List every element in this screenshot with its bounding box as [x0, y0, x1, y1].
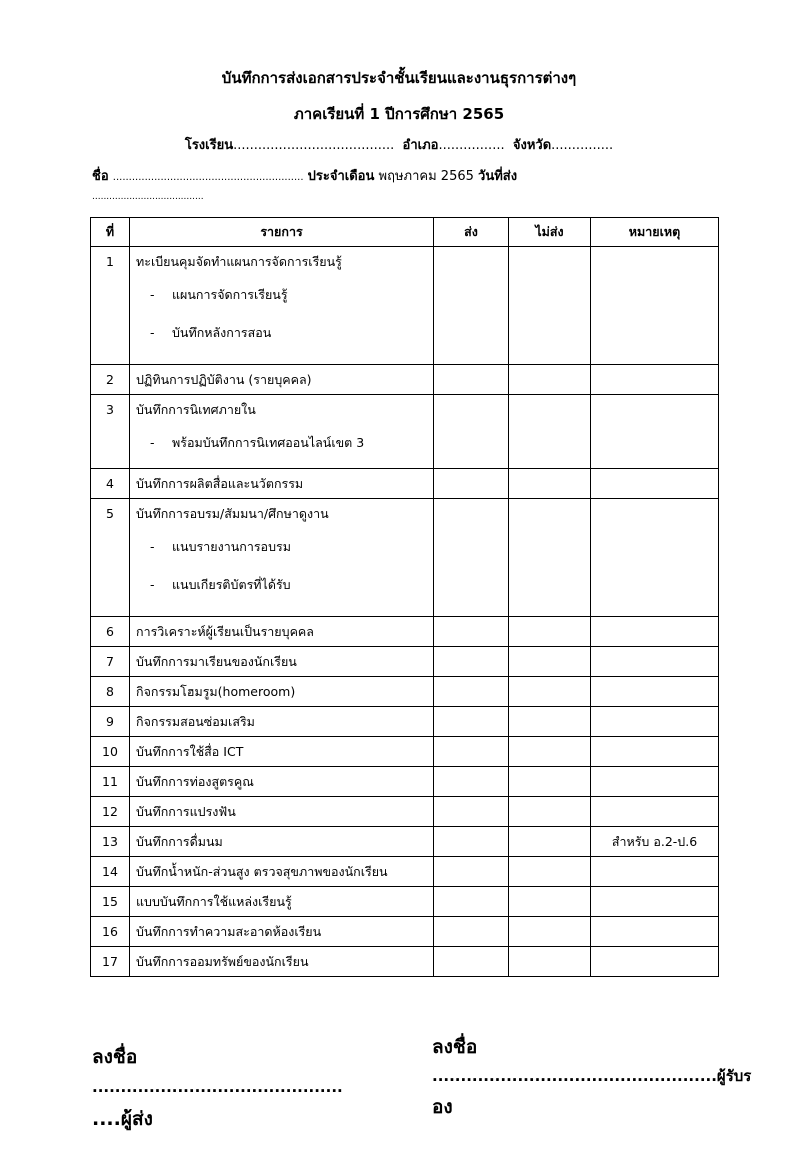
- row-item-text: บันทึกน้ำหนัก-ส่วนสูง ตรวจสุขภาพของนักเรียน: [136, 864, 388, 879]
- row-item: [130, 499, 434, 617]
- row-number: [91, 947, 130, 977]
- header-not-sent: ไม่ส่ง: [509, 218, 591, 247]
- row-not-sent-cell[interactable]: [509, 247, 591, 365]
- row-number: [91, 365, 130, 395]
- row-sent-cell[interactable]: [434, 737, 509, 767]
- row-not-sent-cell[interactable]: [509, 917, 591, 947]
- school-dots: .......................................: [233, 138, 395, 153]
- row-number-text: 12: [102, 804, 118, 819]
- document-title: บันทึกการส่งเอกสารประจำชั้นเรียนและงานธุรการต่างๆ: [221, 69, 577, 87]
- table-row: [91, 767, 719, 797]
- table-row: [91, 677, 719, 707]
- row-number-text: 6: [106, 624, 114, 639]
- row-not-sent-cell[interactable]: [509, 365, 591, 395]
- row-note: [591, 707, 719, 737]
- table-row: [91, 707, 719, 737]
- row-note-text: [597, 247, 712, 276]
- table-row: [91, 499, 719, 617]
- row-number-text: 9: [106, 714, 114, 729]
- row-number-text: 13: [102, 834, 118, 849]
- dash-bullet: -: [150, 435, 155, 450]
- dash-bullet: -: [150, 577, 155, 592]
- dash-bullet: -: [150, 539, 155, 554]
- table-row: [91, 857, 719, 887]
- row-subitem-text: พร้อมบันทึกการนิเทศออนไลน์เขต 3: [172, 435, 365, 450]
- row-item-text: บันทึกการใช้สื่อ ICT: [136, 744, 244, 759]
- signature-left-role: ....ผู้ส่ง: [92, 1108, 153, 1130]
- row-item-text: กิจกรรมสอนซ่อมเสริม: [136, 714, 255, 729]
- table-row: [91, 947, 719, 977]
- date-label: วันที่ส่ง: [478, 169, 518, 184]
- row-number: [91, 395, 130, 469]
- row-subitem-text: แนบรายงานการอบรม: [172, 539, 291, 554]
- row-note: [591, 617, 719, 647]
- row-note-text: [597, 395, 712, 424]
- row-not-sent-cell[interactable]: [509, 499, 591, 617]
- row-number: [91, 647, 130, 677]
- table-row: [91, 737, 719, 767]
- row-note: [591, 395, 719, 469]
- row-number: [91, 917, 130, 947]
- signature-right-role: อง: [432, 1096, 453, 1118]
- name-label: ชื่อ: [92, 169, 109, 184]
- header-no: ที่: [91, 218, 130, 247]
- row-number: [91, 469, 130, 499]
- row-item: [130, 887, 434, 917]
- row-item-text: บันทึกการทำความสะอาดห้องเรียน: [136, 924, 322, 939]
- row-item-text: บันทึกการอบรม/สัมมนา/ศึกษาดูงาน: [136, 506, 329, 521]
- row-number: [91, 247, 130, 365]
- row-sent-cell[interactable]: [434, 707, 509, 737]
- month-value: พฤษภาคม 2565: [378, 169, 474, 184]
- row-number-text: 3: [106, 402, 114, 417]
- row-number-text: 15: [102, 894, 118, 909]
- document-table: [90, 217, 719, 977]
- row-sent-cell[interactable]: [434, 365, 509, 395]
- row-sent-cell[interactable]: [434, 887, 509, 917]
- row-not-sent-cell[interactable]: [509, 469, 591, 499]
- row-note: [591, 677, 719, 707]
- row-item-text: ทะเบียนคุมจัดทำแผนการจัดการเรียนรู้: [136, 254, 342, 269]
- row-sent-cell[interactable]: [434, 677, 509, 707]
- row-not-sent-cell[interactable]: [509, 767, 591, 797]
- row-not-sent-cell[interactable]: [509, 395, 591, 469]
- row-item: [130, 365, 434, 395]
- row-item: [130, 827, 434, 857]
- row-note: [591, 857, 719, 887]
- header-note: หมายเหตุ: [591, 218, 719, 247]
- row-note-text: [597, 947, 712, 976]
- semester-line: ภาคเรียนที่ 1 ปีการศึกษา 2565: [293, 105, 505, 123]
- row-number-text: 2: [106, 372, 114, 387]
- row-note-text: [597, 365, 712, 394]
- row-sent-cell[interactable]: [434, 617, 509, 647]
- row-item: [130, 647, 434, 677]
- row-note-text: [597, 677, 712, 706]
- table-row: [91, 395, 719, 469]
- row-note: [591, 887, 719, 917]
- row-item: [130, 767, 434, 797]
- row-sent-cell[interactable]: [434, 947, 509, 977]
- row-subitem-text: แนบเกียรติบัตรที่ได้รับ: [172, 577, 291, 592]
- row-not-sent-cell[interactable]: [509, 737, 591, 767]
- signature-right-dots: ..................................................ผู้รับร: [432, 1067, 752, 1085]
- row-item-text: บันทึกการแปรงฟัน: [136, 804, 236, 819]
- row-sent-cell[interactable]: [434, 827, 509, 857]
- province-label: จังหวัด: [512, 138, 552, 153]
- row-sent-cell[interactable]: [434, 647, 509, 677]
- row-subitem: [136, 424, 427, 462]
- row-number: [91, 707, 130, 737]
- row-not-sent-cell[interactable]: [509, 827, 591, 857]
- row-item: [130, 797, 434, 827]
- row-item: [130, 737, 434, 767]
- row-number-text: 11: [102, 774, 118, 789]
- row-number-text: 5: [106, 506, 114, 521]
- row-number: [91, 737, 130, 767]
- row-sent-cell[interactable]: [434, 767, 509, 797]
- row-sent-cell[interactable]: [434, 499, 509, 617]
- name-dots: ............................................................: [112, 172, 304, 183]
- row-note: [591, 247, 719, 365]
- row-not-sent-cell[interactable]: [509, 617, 591, 647]
- name-line: [92, 165, 517, 186]
- row-sent-cell[interactable]: [434, 469, 509, 499]
- row-item-text: บันทึกการดื่มนม: [136, 834, 223, 849]
- row-item-text: การวิเคราะห์ผู้เรียนเป็นรายบุคคล: [136, 624, 314, 639]
- row-note-text: [597, 857, 712, 886]
- row-note: [591, 365, 719, 395]
- row-item-text: กิจกรรมโฮมรูม(homeroom): [136, 684, 296, 699]
- row-not-sent-cell[interactable]: [509, 647, 591, 677]
- row-number: [91, 797, 130, 827]
- district-dots: ................: [438, 138, 505, 153]
- table-row: [91, 917, 719, 947]
- row-not-sent-cell[interactable]: [509, 887, 591, 917]
- row-number-text: 14: [102, 864, 118, 879]
- row-number-text: 4: [106, 476, 114, 491]
- row-note-text: สำหรับ อ.2-ป.6: [611, 834, 698, 849]
- row-subitem: [136, 276, 427, 314]
- row-number: [91, 499, 130, 617]
- dash-bullet: -: [150, 287, 155, 302]
- row-number: [91, 857, 130, 887]
- row-item: [130, 617, 434, 647]
- row-item-text: บันทึกการมาเรียนของนักเรียน: [136, 654, 297, 669]
- table-row: [91, 365, 719, 395]
- table-row: [91, 887, 719, 917]
- row-number: [91, 677, 130, 707]
- row-note: [591, 737, 719, 767]
- table-row: [91, 827, 719, 857]
- row-subitem: [136, 528, 427, 566]
- table-row: [91, 617, 719, 647]
- row-number: [91, 767, 130, 797]
- row-subitem-text: แผนการจัดการเรียนรู้: [172, 287, 288, 302]
- province-dots: ...............: [551, 138, 614, 153]
- row-number-text: 17: [102, 954, 118, 969]
- row-subitem: [136, 314, 427, 352]
- row-item: [130, 917, 434, 947]
- row-note-text: [597, 917, 712, 946]
- row-item: [130, 247, 434, 365]
- row-subitem-text: บันทึกหลังการสอน: [172, 325, 272, 340]
- signature-left-dots: ............................................: [92, 1078, 343, 1096]
- row-item-text: บันทึกการออมทรัพย์ของนักเรียน: [136, 954, 309, 969]
- row-not-sent-cell[interactable]: [509, 947, 591, 977]
- row-note-text: [597, 617, 712, 646]
- row-item: [130, 677, 434, 707]
- table-row: [91, 797, 719, 827]
- row-item: [130, 469, 434, 499]
- date-dots-line: .......................................: [92, 192, 204, 202]
- row-not-sent-cell[interactable]: [509, 857, 591, 887]
- row-note: [591, 827, 719, 857]
- row-item: [130, 395, 434, 469]
- row-note-text: [597, 707, 712, 736]
- row-number-text: 8: [106, 684, 114, 699]
- row-number-text: 16: [102, 924, 118, 939]
- row-number-text: 7: [106, 654, 114, 669]
- table-row: [91, 647, 719, 677]
- row-number: [91, 887, 130, 917]
- school-line: [0, 134, 798, 155]
- row-note: [591, 767, 719, 797]
- row-sent-cell[interactable]: [434, 857, 509, 887]
- row-number-text: 1: [106, 254, 114, 269]
- row-note: [591, 797, 719, 827]
- row-number: [91, 617, 130, 647]
- row-sent-cell[interactable]: [434, 395, 509, 469]
- row-number-text: 10: [102, 744, 118, 759]
- header-sent: ส่ง: [434, 218, 509, 247]
- row-not-sent-cell[interactable]: [509, 707, 591, 737]
- row-note-text: [597, 887, 712, 916]
- row-note-text: [597, 767, 712, 796]
- row-note: [591, 469, 719, 499]
- row-note-text: [597, 499, 712, 528]
- row-sent-cell[interactable]: [434, 917, 509, 947]
- row-subitem: [136, 566, 427, 604]
- row-item: [130, 707, 434, 737]
- school-label: โรงเรียน: [184, 138, 234, 153]
- row-sent-cell[interactable]: [434, 797, 509, 827]
- table-header-row: [91, 218, 719, 247]
- row-note: [591, 647, 719, 677]
- signature-right-label: ลงชื่อ: [432, 1036, 478, 1058]
- table-row: [91, 469, 719, 499]
- row-note: [591, 917, 719, 947]
- row-note-text: [597, 737, 712, 766]
- month-label: ประจำเดือน: [307, 169, 375, 184]
- row-note: [591, 947, 719, 977]
- dash-bullet: -: [150, 325, 155, 340]
- district-label: อำเภอ: [402, 138, 439, 153]
- row-note-text: [597, 469, 712, 498]
- header-item: รายการ: [130, 218, 434, 247]
- row-not-sent-cell[interactable]: [509, 677, 591, 707]
- row-note-text: [597, 797, 712, 826]
- row-note-text: [597, 647, 712, 676]
- row-sent-cell[interactable]: [434, 247, 509, 365]
- row-item: [130, 947, 434, 977]
- row-note: [591, 499, 719, 617]
- row-item-text: ปฏิทินการปฏิบัติงาน (รายบุคคล): [136, 372, 312, 387]
- row-item-text: บันทึกการนิเทศภายใน: [136, 402, 256, 417]
- signature-left-label: ลงชื่อ: [92, 1046, 138, 1068]
- row-item-text: บันทึกการท่องสูตรคูณ: [136, 774, 254, 789]
- table-row: [91, 247, 719, 365]
- row-item-text: แบบบันทึกการใช้แหล่งเรียนรู้: [136, 894, 292, 909]
- row-not-sent-cell[interactable]: [509, 797, 591, 827]
- row-item: [130, 857, 434, 887]
- row-number: [91, 827, 130, 857]
- row-item-text: บันทึกการผลิตสื่อและนวัตกรรม: [136, 476, 304, 491]
